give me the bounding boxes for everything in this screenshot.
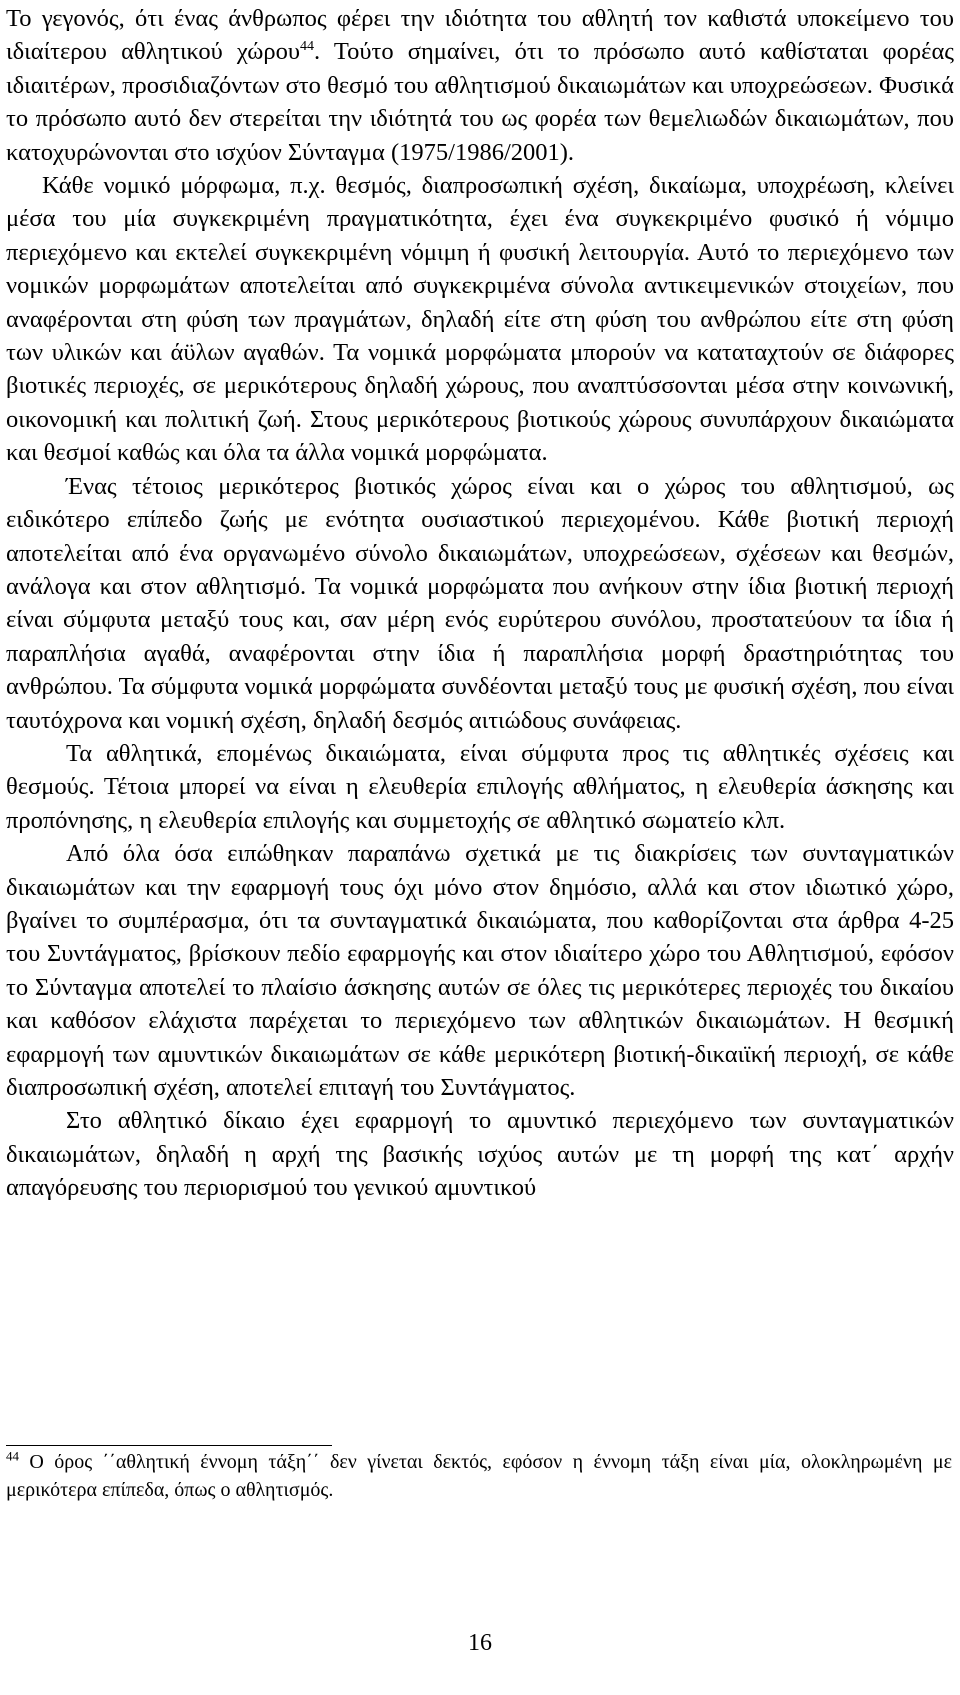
footnote bbox=[6, 1448, 952, 1504]
paragraph-4: Τα αθλητικά, επομένως δικαιώματα, είναι σύμφυτα προς τις αθλητικές σχέσεις και θεσμούς. Τέτοια μπορεί να είναι η ελευθερία επιλογής αθλήματος, η ελευθερία άσκησης και προπόνησης, η ελευθερία επιλογής και συμμετοχής σε αθλητικό σωματείο κλπ. bbox=[6, 739, 954, 834]
paragraph-5: Από όλα όσα ειπώθηκαν παραπάνω σχετικά με τις διακρίσεις των συνταγματικών δικαιωμάτων και την εφαρμογή τους όχι μόνο στον δημόσιο, αλλά και στον ιδιωτικό χώρο, βγαίνει το συμπέρασμα, ότι τα συνταγματικά δικαιώματα, που καθορίζονται στα άρθρα 4-25 του Συντάγματος, βρίσκουν πεδίο εφαρμογής και στον ιδιαίτερο χώρο του Αθλητισμού, εφόσον το Σύνταγμα αποτελεί το πλαίσιο άσκησης αυτών σε όλες τις μερικότερες περιοχές του δικαίου και καθόσον ελάχιστα παρέχεται το περιεχόμενο των αθλητικών δικαιωμάτων. Η θεσμική εφαρμογή των αμυντικών δικαιωμάτων σε κάθε μερικότερη βιοτική-δικαιϊκή περιοχή, σε κάθε διαπροσωπική σχέση, αποτελεί επιταγή του Συντάγματος. bbox=[6, 840, 954, 1101]
footnote-text: Ο όρος ΄΄αθλητική έννομη τάξη΄΄ δεν γίνεται δεκτός, εφόσον η έννομη τάξη είναι μία, ολοκληρωμένη με μερικότερα επίπεδα, όπως ο αθλητισμός. bbox=[6, 1451, 952, 1501]
paragraph-2: Κάθε νομικό μόρφωμα, π.χ. θεσμός, διαπροσωπική σχέση, δικαίωμα, υποχρέωση, κλείνει μέσα του μία συγκεκριμένη πραγματικότητα, έχει ένα συγκεκριμένο φυσικό ή νόμιμο περιεχόμενο και εκτελεί συγκεκριμένη νόμιμη ή φυσική λειτουργία. Αυτό το περιεχόμενο των νομικών μορφωμάτων αποτελείται από συγκεκριμένα σύνολα αντικειμενικών στοιχείων, που αναφέρονται στη φύση των πραγμάτων, δηλαδή είτε στη φύση του ανθρώπου είτε στη φύση των υλικών και άϋλων αγαθών. Τα νομικά μορφώματα μπορούν να καταταχτούν σε διάφορες βιοτικές περιοχές, σε μερικότερους δηλαδή χώρους, που αναπτύσσονται μέσα στην κοινωνική, οικονομική και πολιτική ζωή. Στους μερικότερους βιοτικούς χώρους συνυπάρχουν δικαιώματα και θεσμοί καθώς και όλα τα άλλα νομικά μορφώματα. bbox=[6, 172, 954, 467]
paragraph-3: Ένας τέτοιος μερικότερος βιοτικός χώρος είναι και ο χώρος του αθλητισμού, ως ειδικότερο επίπεδο ζωής με ενότητα ουσιαστικού περιεχομένου. Κάθε βιοτική περιοχή αποτελείται από ένα οργανωμένο σύνολο δικαιωμάτων, υποχρεώσεων, σχέσεων και θεσμών, ανάλογα και στον αθλητισμό. Τα νομικά μορφώματα που ανήκουν στην ίδια βιοτική περιοχή είναι σύμφυτα μεταξύ τους και, σαν μέρη ενός ευρύτερου συνόλου, προστατεύουν τα ίδια ή παραπλήσια αγαθά, αναφέρονται στην ίδια ή παραπλήσια μορφή δραστηριότητας του ανθρώπου. Τα σύμφυτα νομικά μορφώματα συνδέονται μεταξύ τους με φυσική σχέση, που είναι ταυτόχρονα και νομική σχέση, δηλαδή δεσμός αιτιώδους συνάφειας. bbox=[6, 472, 954, 734]
paragraph-1-text-b: . Τούτο σημαίνει, ότι το πρόσωπο αυτό καθίσταται φορέας ιδιαιτέρων, προσιδιαζόντων στο θεσμό του αθλητισμού δικαιωμάτων και υποχρεώσεων. Φυσικά το πρόσωπο αυτό δεν στερείται την ιδιότητά του ως φορέα των θεμελιωδών δικαιωμάτων, που κατοχυρώνονται στο ισχύον Σύνταγμα (1975/1986/2001). bbox=[6, 38, 954, 166]
paragraph-1 bbox=[6, 2, 954, 169]
footnote-number: 44 bbox=[6, 1448, 19, 1464]
paragraph-6: Στο αθλητικό δίκαιο έχει εφαρμογή το αμυντικό περιεχόμενο των συνταγματικών δικαιωμάτων, δηλαδή η αρχή της βασικής ισχύος αυτών με τη μορφή της κατ΄ αρχήν απαγόρευσης του περιορισμού του γενικού αμυντικού bbox=[6, 1107, 954, 1202]
footnote-reference[interactable]: 44 bbox=[299, 39, 314, 55]
page-number: 16 bbox=[468, 1630, 492, 1656]
footnote-separator bbox=[6, 1445, 332, 1446]
paragraph-1-text-a: Το γεγονός, ότι ένας άνθρωπος φέρει την ιδιότητα του αθλητή τον καθιστά υποκείμενο του ιδιαίτερου αθλητικού χώρου bbox=[6, 5, 954, 66]
